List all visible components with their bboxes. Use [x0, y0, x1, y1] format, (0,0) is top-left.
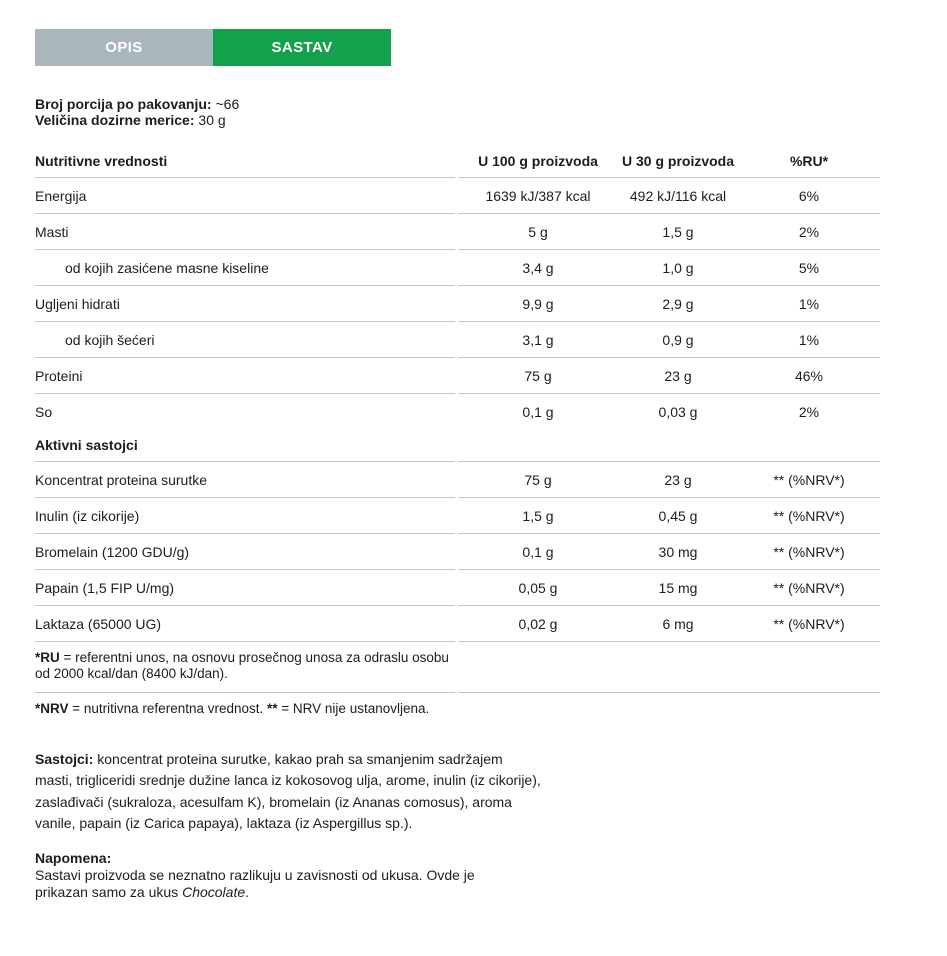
nutrient-label: Energija	[35, 178, 455, 214]
row-values	[458, 250, 880, 286]
value-ru-percent: ** (%NRV*)	[773, 615, 845, 632]
value-ru-percent: 1%	[798, 331, 820, 348]
active-ingredient-rows-group	[35, 462, 880, 642]
value-per-100g: 5 g	[528, 223, 548, 240]
column-header-nutritive-values: Nutritivne vrednosti	[35, 144, 455, 178]
value-per-30g: 492 kJ/116 kcal	[629, 187, 727, 204]
column-header-per-100g: U 100 g proizvoda	[478, 152, 598, 169]
footnote-term: **	[267, 701, 278, 716]
footnote-row	[35, 693, 880, 728]
value-per-100g: 0,1 g	[522, 543, 554, 560]
value-ru-percent: ** (%NRV*)	[773, 579, 845, 596]
value-ru-percent: ** (%NRV*)	[773, 471, 845, 488]
value-per-100g: 0,05 g	[518, 579, 558, 596]
footnote-description: = nutritivna referentna vrednost.	[68, 701, 268, 716]
table-header-row	[35, 144, 880, 178]
value-per-100g: 75 g	[524, 471, 552, 488]
nutrient-label: Proteini	[35, 358, 455, 394]
tab-bar	[35, 29, 880, 66]
nutrient-label: Ugljeni hidrati	[35, 286, 455, 322]
active-ingredient-label: Inulin (iz cikorije)	[35, 498, 455, 534]
active-ingredient-label: Koncentrat proteina surutke	[35, 462, 455, 498]
value-ru-percent: ** (%NRV*)	[773, 507, 845, 524]
row-values	[458, 394, 880, 429]
nutrition-row	[35, 358, 880, 394]
column-header-per-30g: U 30 g proizvoda	[621, 152, 735, 169]
note-section	[35, 850, 487, 901]
ingredients-text: koncentrat proteina surutke, kakao prah sa smanjenim sadržajem masti, trigliceridi srednje dužine lanca iz kokosovog ulja, arome, inulin (iz cikorije), zaslađivači (sukraloza, acesulfam K), bromelain (iz Ananas comosus), aroma vanile, papain (iz Carica papaya), laktaza (iz Aspergillus sp.).	[35, 750, 541, 831]
value-ru-percent: 6%	[798, 187, 820, 204]
value-per-100g: 1639 kJ/387 kcal	[485, 187, 591, 204]
value-per-30g: 23 g	[664, 367, 692, 384]
value-per-100g: 3,4 g	[522, 259, 554, 276]
row-values	[458, 286, 880, 322]
row-values	[458, 462, 880, 498]
tab-sastav[interactable]: SASTAV	[213, 29, 391, 66]
value-ru-percent: 46%	[794, 367, 824, 384]
footnote-row	[35, 642, 880, 693]
section-header-label: Aktivni sastojci	[35, 429, 455, 462]
footnote-term: *NRV	[35, 701, 69, 716]
nutrition-row	[35, 178, 880, 214]
active-ingredient-row	[35, 498, 880, 534]
nutrition-rows-group	[35, 178, 880, 429]
value-per-30g: 15 mg	[658, 579, 698, 596]
row-values	[458, 322, 880, 358]
value-ru-percent: ** (%NRV*)	[773, 543, 845, 560]
value-per-30g: 0,9 g	[662, 331, 694, 348]
value-per-30g: 23 g	[664, 471, 692, 488]
footnote-text	[35, 693, 455, 728]
value-per-100g: 0,02 g	[518, 615, 558, 632]
value-ru-percent: 2%	[798, 403, 820, 420]
nutrition-row	[35, 322, 880, 358]
row-values	[458, 606, 880, 642]
note-text: Sastavi proizvoda se neznatno razlikuju u zavisnosti od ukusa. Ovde je prikazan samo za ukus	[35, 867, 475, 900]
servings-per-package-value: ~66	[215, 96, 240, 112]
nutrition-row	[35, 250, 880, 286]
nutrient-label: Masti	[35, 214, 455, 250]
table-footnotes-group	[35, 642, 880, 728]
servings-per-package-label: Broj porcija po pakovanju:	[35, 96, 212, 112]
serving-size	[35, 112, 880, 128]
serving-size-label: Veličina dozirne merice:	[35, 112, 195, 128]
row-values	[458, 570, 880, 606]
active-ingredient-row	[35, 534, 880, 570]
nutrition-row	[35, 214, 880, 250]
row-values	[458, 358, 880, 394]
servings-per-package	[35, 96, 880, 112]
nutrient-label: od kojih zasićene masne kiseline	[35, 250, 455, 286]
active-ingredient-label: Laktaza (65000 UG)	[35, 606, 455, 642]
nutrition-table	[35, 144, 880, 728]
nutrition-row	[35, 286, 880, 322]
serving-info	[35, 96, 880, 128]
value-per-30g: 1,0 g	[662, 259, 694, 276]
value-per-30g: 0,45 g	[658, 507, 698, 524]
nutrition-row	[35, 394, 880, 429]
section-header-spacer	[458, 429, 880, 462]
tab-opis[interactable]: OPIS	[35, 29, 213, 66]
value-per-100g: 0,1 g	[522, 403, 554, 420]
active-ingredient-row	[35, 462, 880, 498]
footnote-description: = NRV nije ustanovljena.	[277, 701, 430, 716]
table-header-values	[458, 144, 880, 178]
footnote-spacer	[458, 642, 880, 693]
value-ru-percent: 2%	[798, 223, 820, 240]
note-flavor: Chocolate	[182, 883, 246, 900]
value-per-100g: 75 g	[524, 367, 552, 384]
ingredients-paragraph	[35, 749, 543, 835]
active-ingredient-label: Papain (1,5 FIP U/mg)	[35, 570, 455, 606]
footnote-spacer	[458, 693, 880, 728]
value-per-30g: 30 mg	[658, 543, 698, 560]
nutrient-label: od kojih šećeri	[35, 322, 455, 358]
value-per-30g: 1,5 g	[662, 223, 694, 240]
column-header-ru-percent: %RU*	[789, 152, 829, 169]
serving-size-value: 30 g	[198, 112, 226, 128]
value-per-100g: 1,5 g	[522, 507, 554, 524]
active-ingredient-row	[35, 606, 880, 642]
nutrient-label: So	[35, 403, 53, 420]
note-label: Napomena:	[35, 849, 112, 866]
value-per-100g: 3,1 g	[522, 331, 554, 348]
value-per-30g: 2,9 g	[662, 295, 694, 312]
value-ru-percent: 1%	[798, 295, 820, 312]
value-ru-percent: 5%	[798, 259, 820, 276]
row-values	[458, 498, 880, 534]
row-values	[458, 178, 880, 214]
row-values	[458, 214, 880, 250]
footnote-text	[35, 642, 455, 693]
ingredients-label: Sastojci:	[35, 750, 94, 767]
section-header-row	[35, 429, 880, 462]
footnote-description: = referentni unos, na osnovu prosečnog unosa za odraslu osobu od 2000 kcal/dan (8400 kJ/dan).	[35, 650, 449, 681]
note-text-end: .	[245, 883, 250, 900]
active-ingredient-row	[35, 570, 880, 606]
footnote-term: *RU	[35, 650, 60, 665]
value-per-30g: 6 mg	[662, 615, 694, 632]
active-ingredient-label: Bromelain (1200 GDU/g)	[35, 534, 455, 570]
value-per-100g: 9,9 g	[522, 295, 554, 312]
row-values	[458, 534, 880, 570]
value-per-30g: 0,03 g	[658, 403, 698, 420]
